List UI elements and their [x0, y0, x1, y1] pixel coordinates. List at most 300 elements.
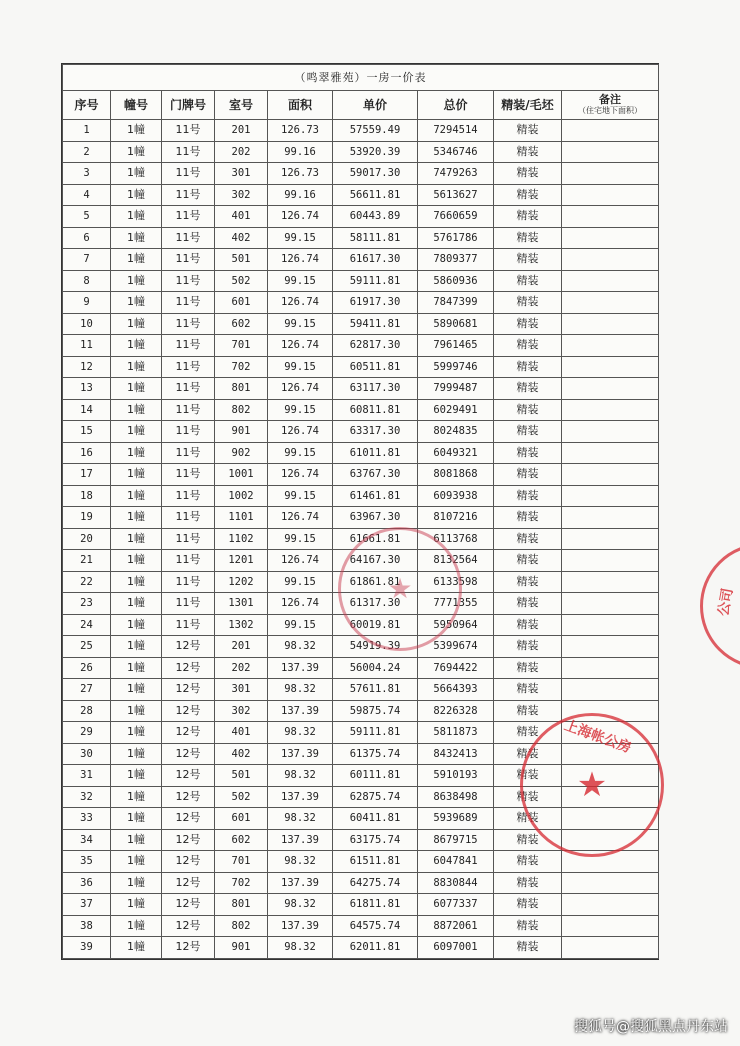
- watermark: 搜狐号@搜狐黑点丹东站: [574, 1019, 728, 1035]
- cell-finish: 精装: [494, 313, 562, 335]
- cell-seq: 27: [63, 679, 111, 701]
- cell-building: 1幢: [111, 786, 162, 808]
- table-row: [63, 292, 659, 314]
- cell-remark: [562, 937, 659, 959]
- cell-finish: 精装: [494, 141, 562, 163]
- cell-unit-price: 61511.81: [333, 851, 418, 873]
- cell-unit-price: 64575.74: [333, 915, 418, 937]
- cell-unit-price: 56611.81: [333, 184, 418, 206]
- cell-building: 1幢: [111, 485, 162, 507]
- cell-building: 1幢: [111, 399, 162, 421]
- cell-unit-price: 59111.81: [333, 270, 418, 292]
- cell-unit-price: 53920.39: [333, 141, 418, 163]
- cell-remark: [562, 507, 659, 529]
- cell-area: 99.15: [268, 399, 333, 421]
- cell-finish: 精装: [494, 657, 562, 679]
- cell-building: 1幢: [111, 915, 162, 937]
- cell-area: 99.16: [268, 141, 333, 163]
- cell-area: 126.74: [268, 507, 333, 529]
- cell-door: 11号: [162, 227, 215, 249]
- table-row: [63, 120, 659, 142]
- cell-room: 501: [215, 249, 268, 271]
- cell-seq: 5: [63, 206, 111, 228]
- cell-total-price: 8132564: [418, 550, 494, 572]
- cell-finish: 精装: [494, 829, 562, 851]
- table-row: [63, 636, 659, 658]
- cell-area: 98.32: [268, 808, 333, 830]
- cell-room: 602: [215, 829, 268, 851]
- cell-unit-price: 59411.81: [333, 313, 418, 335]
- table-row: [63, 937, 659, 959]
- cell-finish: 精装: [494, 872, 562, 894]
- table-row: [63, 335, 659, 357]
- cell-finish: 精装: [494, 915, 562, 937]
- cell-total-price: 5910193: [418, 765, 494, 787]
- cell-finish: 精装: [494, 636, 562, 658]
- table-body: [63, 120, 659, 959]
- cell-remark: [562, 571, 659, 593]
- cell-unit-price: 61811.81: [333, 894, 418, 916]
- cell-area: 98.32: [268, 765, 333, 787]
- cell-total-price: 5860936: [418, 270, 494, 292]
- cell-area: 98.32: [268, 851, 333, 873]
- cell-remark: [562, 464, 659, 486]
- cell-remark: [562, 335, 659, 357]
- cell-unit-price: 60811.81: [333, 399, 418, 421]
- cell-finish: 精装: [494, 786, 562, 808]
- cell-remark: [562, 636, 659, 658]
- cell-unit-price: 61461.81: [333, 485, 418, 507]
- cell-room: 401: [215, 206, 268, 228]
- cell-finish: 精装: [494, 722, 562, 744]
- cell-remark: [562, 399, 659, 421]
- cell-seq: 37: [63, 894, 111, 916]
- cell-finish: 精装: [494, 485, 562, 507]
- cell-total-price: 6047841: [418, 851, 494, 873]
- cell-door: 11号: [162, 378, 215, 400]
- cell-seq: 17: [63, 464, 111, 486]
- table-title: （鸣翠雅苑）一房一价表: [63, 65, 659, 91]
- cell-seq: 33: [63, 808, 111, 830]
- cell-building: 1幢: [111, 227, 162, 249]
- cell-total-price: 5939689: [418, 808, 494, 830]
- cell-area: 126.73: [268, 120, 333, 142]
- table-row: [63, 872, 659, 894]
- cell-remark: [562, 249, 659, 271]
- table-row: [63, 184, 659, 206]
- cell-area: 99.15: [268, 356, 333, 378]
- cell-building: 1幢: [111, 937, 162, 959]
- cell-total-price: 6077337: [418, 894, 494, 916]
- cell-finish: 精装: [494, 399, 562, 421]
- cell-total-price: 8638498: [418, 786, 494, 808]
- table-row: [63, 829, 659, 851]
- cell-finish: 精装: [494, 442, 562, 464]
- table-row: [63, 313, 659, 335]
- cell-total-price: 7660659: [418, 206, 494, 228]
- cell-total-price: 8872061: [418, 915, 494, 937]
- header-unit-price: 单价: [333, 91, 418, 120]
- cell-unit-price: 59111.81: [333, 722, 418, 744]
- cell-area: 126.74: [268, 464, 333, 486]
- cell-building: 1幢: [111, 335, 162, 357]
- cell-remark: [562, 550, 659, 572]
- cell-finish: 精装: [494, 550, 562, 572]
- cell-building: 1幢: [111, 722, 162, 744]
- cell-remark: [562, 528, 659, 550]
- cell-door: 11号: [162, 356, 215, 378]
- cell-seq: 11: [63, 335, 111, 357]
- cell-room: 402: [215, 743, 268, 765]
- cell-seq: 3: [63, 163, 111, 185]
- cell-door: 12号: [162, 765, 215, 787]
- cell-seq: 15: [63, 421, 111, 443]
- cell-total-price: 5664393: [418, 679, 494, 701]
- cell-unit-price: 63317.30: [333, 421, 418, 443]
- cell-total-price: 7294514: [418, 120, 494, 142]
- table-row: [63, 743, 659, 765]
- table-row: [63, 249, 659, 271]
- cell-door: 11号: [162, 464, 215, 486]
- cell-finish: 精装: [494, 528, 562, 550]
- cell-unit-price: 61861.81: [333, 571, 418, 593]
- cell-unit-price: 57559.49: [333, 120, 418, 142]
- cell-total-price: 8432413: [418, 743, 494, 765]
- cell-building: 1幢: [111, 249, 162, 271]
- table-row: [63, 464, 659, 486]
- cell-remark: [562, 829, 659, 851]
- cell-unit-price: 61917.30: [333, 292, 418, 314]
- cell-building: 1幢: [111, 313, 162, 335]
- cell-room: 1101: [215, 507, 268, 529]
- cell-remark: [562, 722, 659, 744]
- cell-unit-price: 60111.81: [333, 765, 418, 787]
- cell-door: 12号: [162, 786, 215, 808]
- cell-room: 201: [215, 120, 268, 142]
- cell-finish: 精装: [494, 614, 562, 636]
- cell-remark: [562, 184, 659, 206]
- table-row: [63, 593, 659, 615]
- cell-unit-price: 61011.81: [333, 442, 418, 464]
- cell-seq: 26: [63, 657, 111, 679]
- cell-remark: [562, 378, 659, 400]
- table-row: [63, 163, 659, 185]
- cell-total-price: 5999746: [418, 356, 494, 378]
- cell-remark: [562, 614, 659, 636]
- cell-room: 302: [215, 184, 268, 206]
- cell-door: 11号: [162, 313, 215, 335]
- cell-door: 12号: [162, 851, 215, 873]
- cell-remark: [562, 206, 659, 228]
- cell-remark: [562, 485, 659, 507]
- cell-room: 402: [215, 227, 268, 249]
- cell-unit-price: 58111.81: [333, 227, 418, 249]
- cell-remark: [562, 743, 659, 765]
- cell-area: 98.32: [268, 722, 333, 744]
- table-row: [63, 700, 659, 722]
- cell-door: 11号: [162, 442, 215, 464]
- cell-room: 702: [215, 356, 268, 378]
- cell-room: 802: [215, 399, 268, 421]
- cell-area: 126.73: [268, 163, 333, 185]
- cell-area: 99.15: [268, 485, 333, 507]
- table-row: [63, 765, 659, 787]
- cell-area: 99.15: [268, 528, 333, 550]
- header-area: 面积: [268, 91, 333, 120]
- header-door: 门牌号: [162, 91, 215, 120]
- cell-seq: 22: [63, 571, 111, 593]
- cell-building: 1幢: [111, 679, 162, 701]
- cell-finish: 精装: [494, 206, 562, 228]
- header-seq: 序号: [63, 91, 111, 120]
- cell-area: 126.74: [268, 421, 333, 443]
- header-remark-label: 备注: [599, 93, 622, 106]
- cell-room: 502: [215, 270, 268, 292]
- cell-total-price: 6029491: [418, 399, 494, 421]
- cell-remark: [562, 421, 659, 443]
- cell-remark: [562, 808, 659, 830]
- cell-door: 12号: [162, 872, 215, 894]
- cell-seq: 18: [63, 485, 111, 507]
- cell-door: 12号: [162, 808, 215, 830]
- cell-total-price: 8107216: [418, 507, 494, 529]
- table-row: [63, 550, 659, 572]
- table-row: [63, 679, 659, 701]
- cell-area: 137.39: [268, 786, 333, 808]
- cell-seq: 10: [63, 313, 111, 335]
- cell-remark: [562, 593, 659, 615]
- cell-area: 126.74: [268, 206, 333, 228]
- cell-door: 12号: [162, 829, 215, 851]
- cell-room: 502: [215, 786, 268, 808]
- cell-remark: [562, 851, 659, 873]
- cell-building: 1幢: [111, 442, 162, 464]
- seal-star-icon: ★: [387, 572, 413, 605]
- cell-seq: 1: [63, 120, 111, 142]
- cell-room: 202: [215, 141, 268, 163]
- cell-total-price: 7961465: [418, 335, 494, 357]
- cell-unit-price: 60511.81: [333, 356, 418, 378]
- cell-remark: [562, 292, 659, 314]
- cell-room: 501: [215, 765, 268, 787]
- cell-building: 1幢: [111, 292, 162, 314]
- cell-area: 126.74: [268, 292, 333, 314]
- table-row: [63, 378, 659, 400]
- cell-finish: 精装: [494, 679, 562, 701]
- cell-remark: [562, 356, 659, 378]
- cell-building: 1幢: [111, 184, 162, 206]
- cell-total-price: 6133598: [418, 571, 494, 593]
- cell-area: 137.39: [268, 872, 333, 894]
- cell-total-price: 7847399: [418, 292, 494, 314]
- cell-area: 126.74: [268, 249, 333, 271]
- cell-building: 1幢: [111, 163, 162, 185]
- cell-door: 11号: [162, 593, 215, 615]
- table-row: [63, 442, 659, 464]
- cell-unit-price: 60019.81: [333, 614, 418, 636]
- cell-seq: 36: [63, 872, 111, 894]
- cell-door: 12号: [162, 722, 215, 744]
- cell-building: 1幢: [111, 356, 162, 378]
- cell-door: 12号: [162, 700, 215, 722]
- cell-building: 1幢: [111, 550, 162, 572]
- cell-building: 1幢: [111, 571, 162, 593]
- cell-unit-price: 61617.30: [333, 249, 418, 271]
- cell-room: 301: [215, 163, 268, 185]
- cell-room: 1202: [215, 571, 268, 593]
- cell-finish: 精装: [494, 937, 562, 959]
- cell-seq: 14: [63, 399, 111, 421]
- cell-room: 401: [215, 722, 268, 744]
- cell-door: 11号: [162, 399, 215, 421]
- cell-finish: 精装: [494, 464, 562, 486]
- cell-area: 99.15: [268, 270, 333, 292]
- table-row: [63, 808, 659, 830]
- cell-door: 12号: [162, 657, 215, 679]
- cell-seq: 31: [63, 765, 111, 787]
- cell-door: 11号: [162, 335, 215, 357]
- cell-room: 802: [215, 915, 268, 937]
- table-row: [63, 915, 659, 937]
- cell-door: 12号: [162, 679, 215, 701]
- cell-unit-price: 54919.39: [333, 636, 418, 658]
- cell-door: 11号: [162, 120, 215, 142]
- cell-finish: 精装: [494, 249, 562, 271]
- cell-room: 302: [215, 700, 268, 722]
- cell-remark: [562, 786, 659, 808]
- header-finish: 精装/毛坯: [494, 91, 562, 120]
- cell-finish: 精装: [494, 851, 562, 873]
- cell-remark: [562, 313, 659, 335]
- header-total-price: 总价: [418, 91, 494, 120]
- cell-seq: 21: [63, 550, 111, 572]
- cell-total-price: 7479263: [418, 163, 494, 185]
- cell-building: 1幢: [111, 743, 162, 765]
- cell-room: 1001: [215, 464, 268, 486]
- cell-seq: 9: [63, 292, 111, 314]
- cell-total-price: 6093938: [418, 485, 494, 507]
- cell-unit-price: 59017.30: [333, 163, 418, 185]
- cell-remark: [562, 163, 659, 185]
- cell-door: 11号: [162, 184, 215, 206]
- cell-finish: 精装: [494, 356, 562, 378]
- table-row: [63, 786, 659, 808]
- cell-area: 98.32: [268, 636, 333, 658]
- cell-seq: 23: [63, 593, 111, 615]
- cell-room: 801: [215, 894, 268, 916]
- cell-room: 801: [215, 378, 268, 400]
- cell-finish: 精装: [494, 700, 562, 722]
- cell-building: 1幢: [111, 270, 162, 292]
- cell-room: 301: [215, 679, 268, 701]
- cell-room: 1002: [215, 485, 268, 507]
- cell-area: 137.39: [268, 700, 333, 722]
- cell-building: 1幢: [111, 528, 162, 550]
- cell-unit-price: 63175.74: [333, 829, 418, 851]
- cell-total-price: 5811873: [418, 722, 494, 744]
- cell-room: 202: [215, 657, 268, 679]
- cell-unit-price: 60411.81: [333, 808, 418, 830]
- cell-door: 11号: [162, 292, 215, 314]
- cell-building: 1幢: [111, 507, 162, 529]
- cell-remark: [562, 227, 659, 249]
- cell-door: 11号: [162, 485, 215, 507]
- cell-total-price: 5890681: [418, 313, 494, 335]
- cell-door: 12号: [162, 937, 215, 959]
- cell-unit-price: 64275.74: [333, 872, 418, 894]
- cell-seq: 4: [63, 184, 111, 206]
- cell-area: 137.39: [268, 829, 333, 851]
- cell-unit-price: 57611.81: [333, 679, 418, 701]
- cell-total-price: 7809377: [418, 249, 494, 271]
- table-row: [63, 227, 659, 249]
- table-row: [63, 399, 659, 421]
- cell-area: 99.16: [268, 184, 333, 206]
- cell-door: 11号: [162, 528, 215, 550]
- cell-seq: 30: [63, 743, 111, 765]
- table-row: [63, 571, 659, 593]
- cell-area: 126.74: [268, 550, 333, 572]
- cell-building: 1幢: [111, 206, 162, 228]
- cell-building: 1幢: [111, 700, 162, 722]
- cell-unit-price: 62817.30: [333, 335, 418, 357]
- cell-total-price: 5346746: [418, 141, 494, 163]
- cell-total-price: 7694422: [418, 657, 494, 679]
- cell-finish: 精装: [494, 227, 562, 249]
- cell-area: 99.15: [268, 227, 333, 249]
- cell-building: 1幢: [111, 378, 162, 400]
- cell-finish: 精装: [494, 894, 562, 916]
- cell-remark: [562, 141, 659, 163]
- cell-seq: 29: [63, 722, 111, 744]
- cell-finish: 精装: [494, 184, 562, 206]
- table-row: [63, 657, 659, 679]
- cell-area: 98.32: [268, 679, 333, 701]
- cell-seq: 20: [63, 528, 111, 550]
- cell-finish: 精装: [494, 765, 562, 787]
- cell-total-price: 6113768: [418, 528, 494, 550]
- table-row: [63, 141, 659, 163]
- cell-remark: [562, 657, 659, 679]
- cell-seq: 28: [63, 700, 111, 722]
- cell-seq: 25: [63, 636, 111, 658]
- cell-unit-price: 59875.74: [333, 700, 418, 722]
- cell-unit-price: 62875.74: [333, 786, 418, 808]
- cell-building: 1幢: [111, 851, 162, 873]
- cell-remark: [562, 120, 659, 142]
- table-row: [63, 614, 659, 636]
- cell-building: 1幢: [111, 421, 162, 443]
- cell-area: 137.39: [268, 915, 333, 937]
- cell-remark: [562, 915, 659, 937]
- cell-finish: 精装: [494, 421, 562, 443]
- cell-area: 126.74: [268, 378, 333, 400]
- table-row: [63, 356, 659, 378]
- cell-unit-price: 61317.30: [333, 593, 418, 615]
- cell-room: 201: [215, 636, 268, 658]
- cell-total-price: 5399674: [418, 636, 494, 658]
- cell-building: 1幢: [111, 829, 162, 851]
- cell-total-price: 6097001: [418, 937, 494, 959]
- cell-area: 99.15: [268, 614, 333, 636]
- cell-room: 1201: [215, 550, 268, 572]
- cell-room: 1102: [215, 528, 268, 550]
- cell-unit-price: 64167.30: [333, 550, 418, 572]
- cell-total-price: 8679715: [418, 829, 494, 851]
- cell-unit-price: 61375.74: [333, 743, 418, 765]
- cell-total-price: 8830844: [418, 872, 494, 894]
- cell-finish: 精装: [494, 163, 562, 185]
